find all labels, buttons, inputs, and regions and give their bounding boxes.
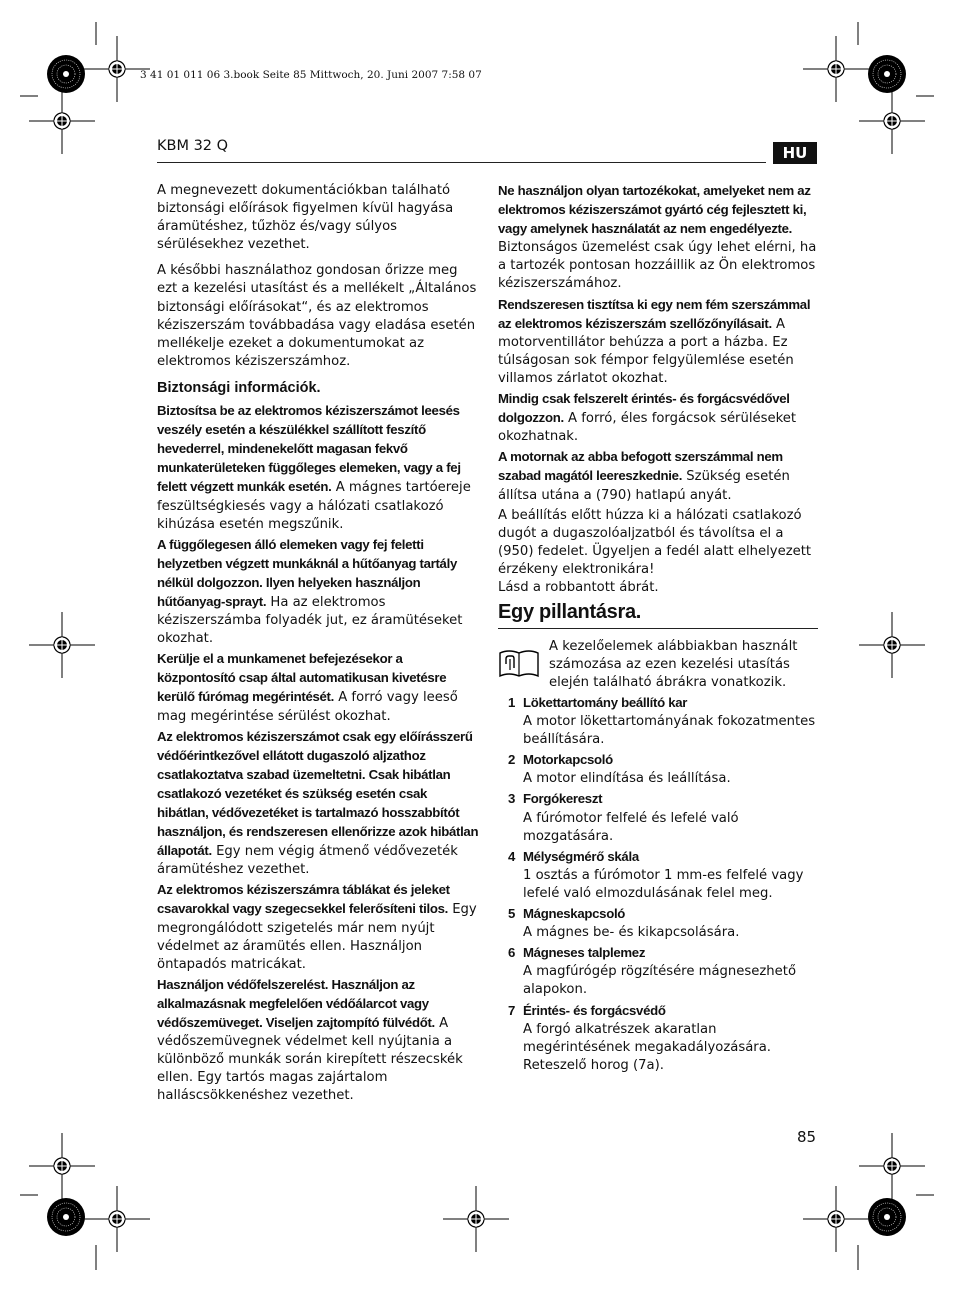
section-heading: Biztonsági információk. <box>157 379 321 396</box>
item-description: 1 osztás a fúrómotor 1 mm-es felfelé vagy lefelé való elmozdulásának felel meg. <box>523 867 804 901</box>
safety-item: Rendszeresen tisztítsa ki egy nem fém szerszámmal az elektromos kéziszerszám szellőzőnyílásait. A motorventillátor behúzza a port a házba. Ez túlságosan sok fémpor felgyülemlése esetén villamos zárlatot okozhat. <box>498 296 811 386</box>
list-item <box>498 790 820 845</box>
overview-heading-block <box>498 601 818 629</box>
safety-item: A függőlegesen álló elemeken vagy fej feletti helyzetben végzett munkáknál a hűtőanyag tartály nélkül dolgozzon. Ilyen helyeken használjon hűtőanyag-sprayt. Ha az elektromos kéziszerszámba folyadék jut, ez áramütéseket okozhat. <box>157 536 463 647</box>
paragraph: A beállítás előtt húzza ki a hálózati csatlakozó dugót a dugaszolóaljzatból és távolítsa el a (950) fedelet. Ügyeljen a fedél alatt elhelyezett érzékeny elektronikára! <box>498 507 812 577</box>
overview-intro <box>498 638 818 692</box>
overview-heading: Egy pillantásra. <box>498 601 642 623</box>
page-number: 85 <box>797 1128 817 1146</box>
list-item <box>498 1002 820 1075</box>
item-title: Mágneses talplemez <box>523 945 646 961</box>
heading-rule <box>498 628 818 629</box>
item-number: 2 <box>508 752 516 768</box>
item-title: Mélységmérő skála <box>523 848 639 864</box>
list-item <box>498 905 820 942</box>
safety-item: Használjon védőfelszerelést. Használjon az alkalmazásnak megfelelően védőálarcot vagy védőszemüveget. Viseljen zajtompító fülvédőt. A védőszemüvegnek védelmet kell nyújtania a különböző munkák során kirepített részecskék ellen. Egy tartós magas zajártalom halláscsökkenéshez vezethet. <box>157 976 463 1104</box>
list-item <box>498 944 820 999</box>
paragraph: Lásd a robbantott ábrát. <box>498 579 659 595</box>
item-description: A motor elindítása és leállítása. <box>523 771 731 787</box>
intro-text: A kezelőelemek alábbiakban használt számozása az ezen kezelési utasítás elején található ábrákra vonatkozik. <box>549 639 798 691</box>
item-number: 4 <box>508 848 516 864</box>
safety-item: A motornak az abba befogott szerszámmal nem szabad magától leereszkednie. Szükség esetén állítsa utána a (790) hatlapú anyát. <box>498 449 790 503</box>
item-number: 5 <box>508 906 516 922</box>
safety-item: Mindig csak felszerelt érintés- és forgácsvédővel dolgozzon. A forró, éles forgácsok sérüléseket okozhatnak. <box>498 391 797 445</box>
language-badge: HU <box>773 142 817 164</box>
file-info-line: 3 41 01 011 06 3.book Seite 85 Mittwoch, 20. Juni 2007 7:58 07 <box>140 69 482 81</box>
item-description: A motor lökettartományának fokozatmentes beállítására. <box>523 714 816 748</box>
model-title: KBM 32 Q <box>157 138 229 154</box>
left-column <box>157 182 479 1108</box>
item-description: A fúrómotor felfelé és lefelé való mozgatására. <box>523 810 739 844</box>
item-title: Forgókereszt <box>523 791 603 807</box>
item-description: A forgó alkatrészek akaratlan megérintésének megakadályozására. <box>523 1021 771 1055</box>
list-item <box>498 848 820 903</box>
parts-list <box>498 694 820 1077</box>
item-description: A mágnes be- és kikapcsolására. <box>523 925 740 941</box>
safety-item: Kerülje el a munkamenet befejezésekor a központosító csap által automatikusan kivetésre kerülő fúrómag megérintését. A forró vagy leeső mag megérintése sérülést okozhat. <box>157 651 458 724</box>
item-title: Mágneskapcsoló <box>523 906 626 922</box>
header-rule <box>157 162 766 163</box>
safety-item: Az elektromos kéziszerszámot csak egy előírásszerű védőérintkezővel ellátott dugaszoló aljzathoz csatlakoztatva szabad üzemeltetni. Csak hibátlan csatlakozó vezetéket és szükség esetén csak hibátlan, védővezetéket is tartalmazó hosszabbítót használjon, és rendszeresen ellenőrizze azok hibátlan állapotát. Egy nem végig átmenő védővezeték áramütéshez vezethet. <box>157 728 479 878</box>
item-title: Lökettartomány beállító kar <box>523 695 688 710</box>
item-extra: Reteszelő horog (7a). <box>523 1057 664 1073</box>
item-number: 6 <box>508 945 516 961</box>
paragraph: A későbbi használathoz gondosan őrizze meg ezt a kezelési utasítást és a mellékelt „Általános biztonsági előírásokat“, és az elektromos kéziszerszám továbbadása vagy eladása esetén mellékelje ezeket a dokumentumokat az elektromos kéziszerszámhoz. <box>157 263 477 369</box>
item-title: Motorkapcsoló <box>523 752 613 768</box>
item-number: 1 <box>508 695 516 710</box>
safety-item: Ne használjon olyan tartozékokat, amelyeket nem az elektromos kéziszerszámot gyártó cég fejlesztett ki, vagy amelynek használatát az nem engedélyezte. Biztonságos üzemelést csak úgy lehet elérni, ha a tartozék pontosan hozzáillik az Ön elektromos kéziszerszámához. <box>498 183 817 292</box>
right-column <box>498 182 820 599</box>
paragraph: A megnevezett dokumentációkban található biztonsági előírások figyelmen kívül hagyása áramütéshez, tűzhöz és/vagy súlyos sérülésekhez vezethet. <box>157 183 454 253</box>
manual-book-icon <box>498 648 540 678</box>
safety-item: Biztosítsa be az elektromos kéziszerszámot leesés veszély esetén a készülékkel szállított feszítő hevederrel, mindenekelőtt magasan fekvő munkaterületeken függőleges elemeken, vagy a fej felett végzett munkák esetén. A mágnes tartóereje feszültségkiesés vagy a hálózati csatlakozó kihúzása esetén megszűnik. <box>157 403 471 532</box>
list-item <box>498 694 820 749</box>
item-number: 7 <box>508 1002 516 1018</box>
item-number: 3 <box>508 791 516 807</box>
item-description: A magfúrógép rögzítésére mágnesezhető alapokon. <box>523 964 797 998</box>
safety-item: Az elektromos kéziszerszámra táblákat és jeleket csavarokkal vagy szegecsekkel felerősíteni tilos. Egy megrongálódott szigetelés már nem nyújt védelmet az áramütés ellen. Használjon öntapadós matricákat. <box>157 882 477 972</box>
item-title: Érintés- és forgácsvédő <box>523 1002 666 1018</box>
list-item <box>498 751 820 788</box>
